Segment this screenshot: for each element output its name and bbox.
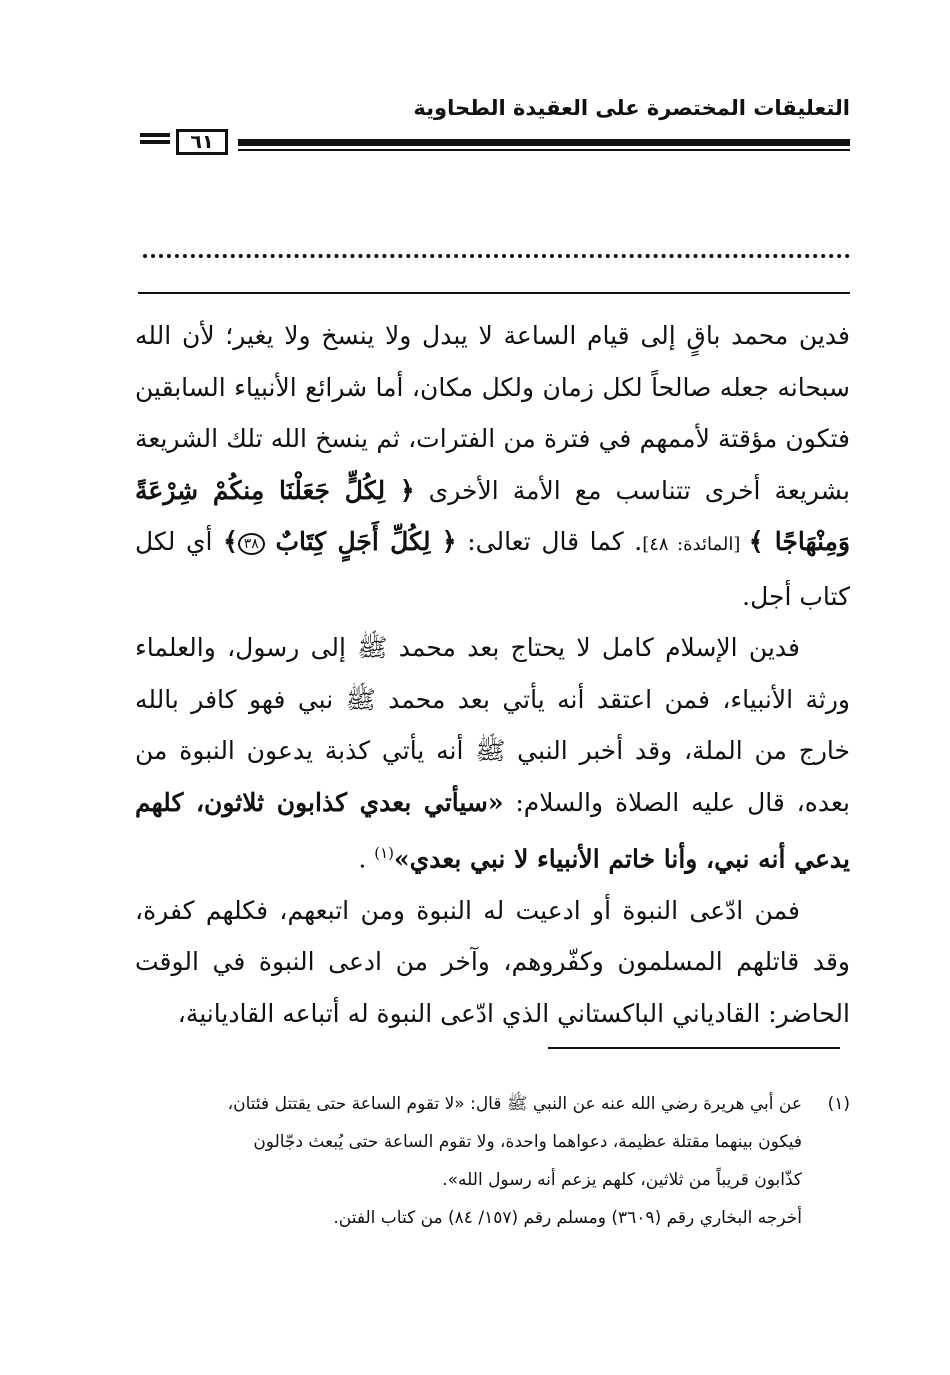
footnote-reference: (١) — [374, 844, 394, 862]
paragraph-1-text-2: . كما قال تعالى: — [456, 527, 643, 556]
section-rule — [138, 292, 850, 294]
footnote-marker: (١) — [827, 1094, 850, 1114]
dotted-separator — [143, 254, 850, 258]
page-number: ٦١ — [176, 129, 228, 155]
footnote-line-4: أخرجه البخاري رقم (٣٦٠٩) ومسلم رقم (١٥٧/ ٨٤) من كتاب الفتن. — [333, 1208, 802, 1228]
header-rule-thin — [238, 149, 850, 151]
ayah-number-badge: ٣٨ — [238, 533, 265, 555]
hadith-quote: «سيأتي بعدي كذابون ثلاثون، كلهم يدعي أنه نبي، وأنا خاتم الأنبياء لا نبي بعدي» — [135, 787, 850, 874]
header-bars-ornament — [140, 133, 170, 147]
footnote-line-2: فيكون بينهما مقتلة عظيمة، دعواهما واحدة، ولا تقوم الساعة حتى يُبعث دجّالون — [253, 1132, 802, 1152]
footnote-rule — [548, 1047, 840, 1049]
header-rule-thick — [238, 139, 850, 146]
footnotes — [135, 1085, 850, 1237]
paragraph-2-end: . — [358, 844, 375, 874]
body-text — [135, 310, 850, 1039]
quran-verse-1: ﴿ لِكُلٍّ جَعَلْنَا مِنكُمْ شِرْعَةً وَمِنْهَاجًا ﴾ — [135, 475, 851, 556]
paragraph-3 — [135, 885, 850, 1040]
paragraph-2 — [135, 622, 850, 885]
quran-reference-1: [المائدة: ٤٨] — [642, 534, 749, 555]
footnote-line-3: كذّابون قريباً من ثلاثين، كلهم يزعم أنه رسول الله». — [442, 1170, 802, 1190]
paragraph-2-text: فدين الإسلام كامل لا يحتاج بعد محمد ﷺ إلى رسول، والعلماء ورثة الأنبياء، فمن اعتقد أنه يأتي بعد محمد ﷺ نبي فهو كافر بالله خارج من الملة، وقد أخبر النبي ﷺ أنه يأتي كذبة يدعون النبوة من بعده، قال عليه الصلاة والسلام: — [135, 633, 850, 817]
paragraph-3-text: فمن ادّعى النبوة أو ادعيت له النبوة ومن اتبعهم، فكلهم كفرة، وقد قاتلهم المسلمون وكفّروهم، وآخر من ادعى النبوة في الوقت الحاضر: القادياني الباكستاني الذي ادّعى النبوة له أتباعه القاديانية، — [135, 895, 850, 1028]
running-title: التعليقات المختصرة على العقيدة الطحاوية — [413, 96, 850, 120]
paragraph-1 — [135, 310, 850, 622]
paragraph-1-text: فدين محمد باقٍ إلى قيام الساعة لا يبدل ولا ينسخ ولا يغير؛ لأن الله سبحانه جعله صالحاً لكل زمان ولكل مكان، أما شرائع الأنبياء السابقين فتكون مؤقتة لأممهم في فترة من الفترات، ثم ينسخ الله تلك الشريعة بشريعة أخرى تتناسب مع الأمة الأخرى — [135, 321, 850, 505]
quran-verse-2-close: ﴾ — [223, 527, 238, 556]
footnote-line-1-text: عن أبي هريرة رضي الله عنه عن النبي ﷺ قال: «لا تقوم الساعة حتى يقتتل فئتان، — [227, 1094, 802, 1114]
footnote-line-1 — [135, 1085, 850, 1123]
quran-verse-2: ﴿ لِكُلِّ أَجَلٍ كِتَابٌ — [275, 527, 457, 556]
paragraph-1-text-3: أي لكل كتاب أجل. — [135, 527, 850, 611]
